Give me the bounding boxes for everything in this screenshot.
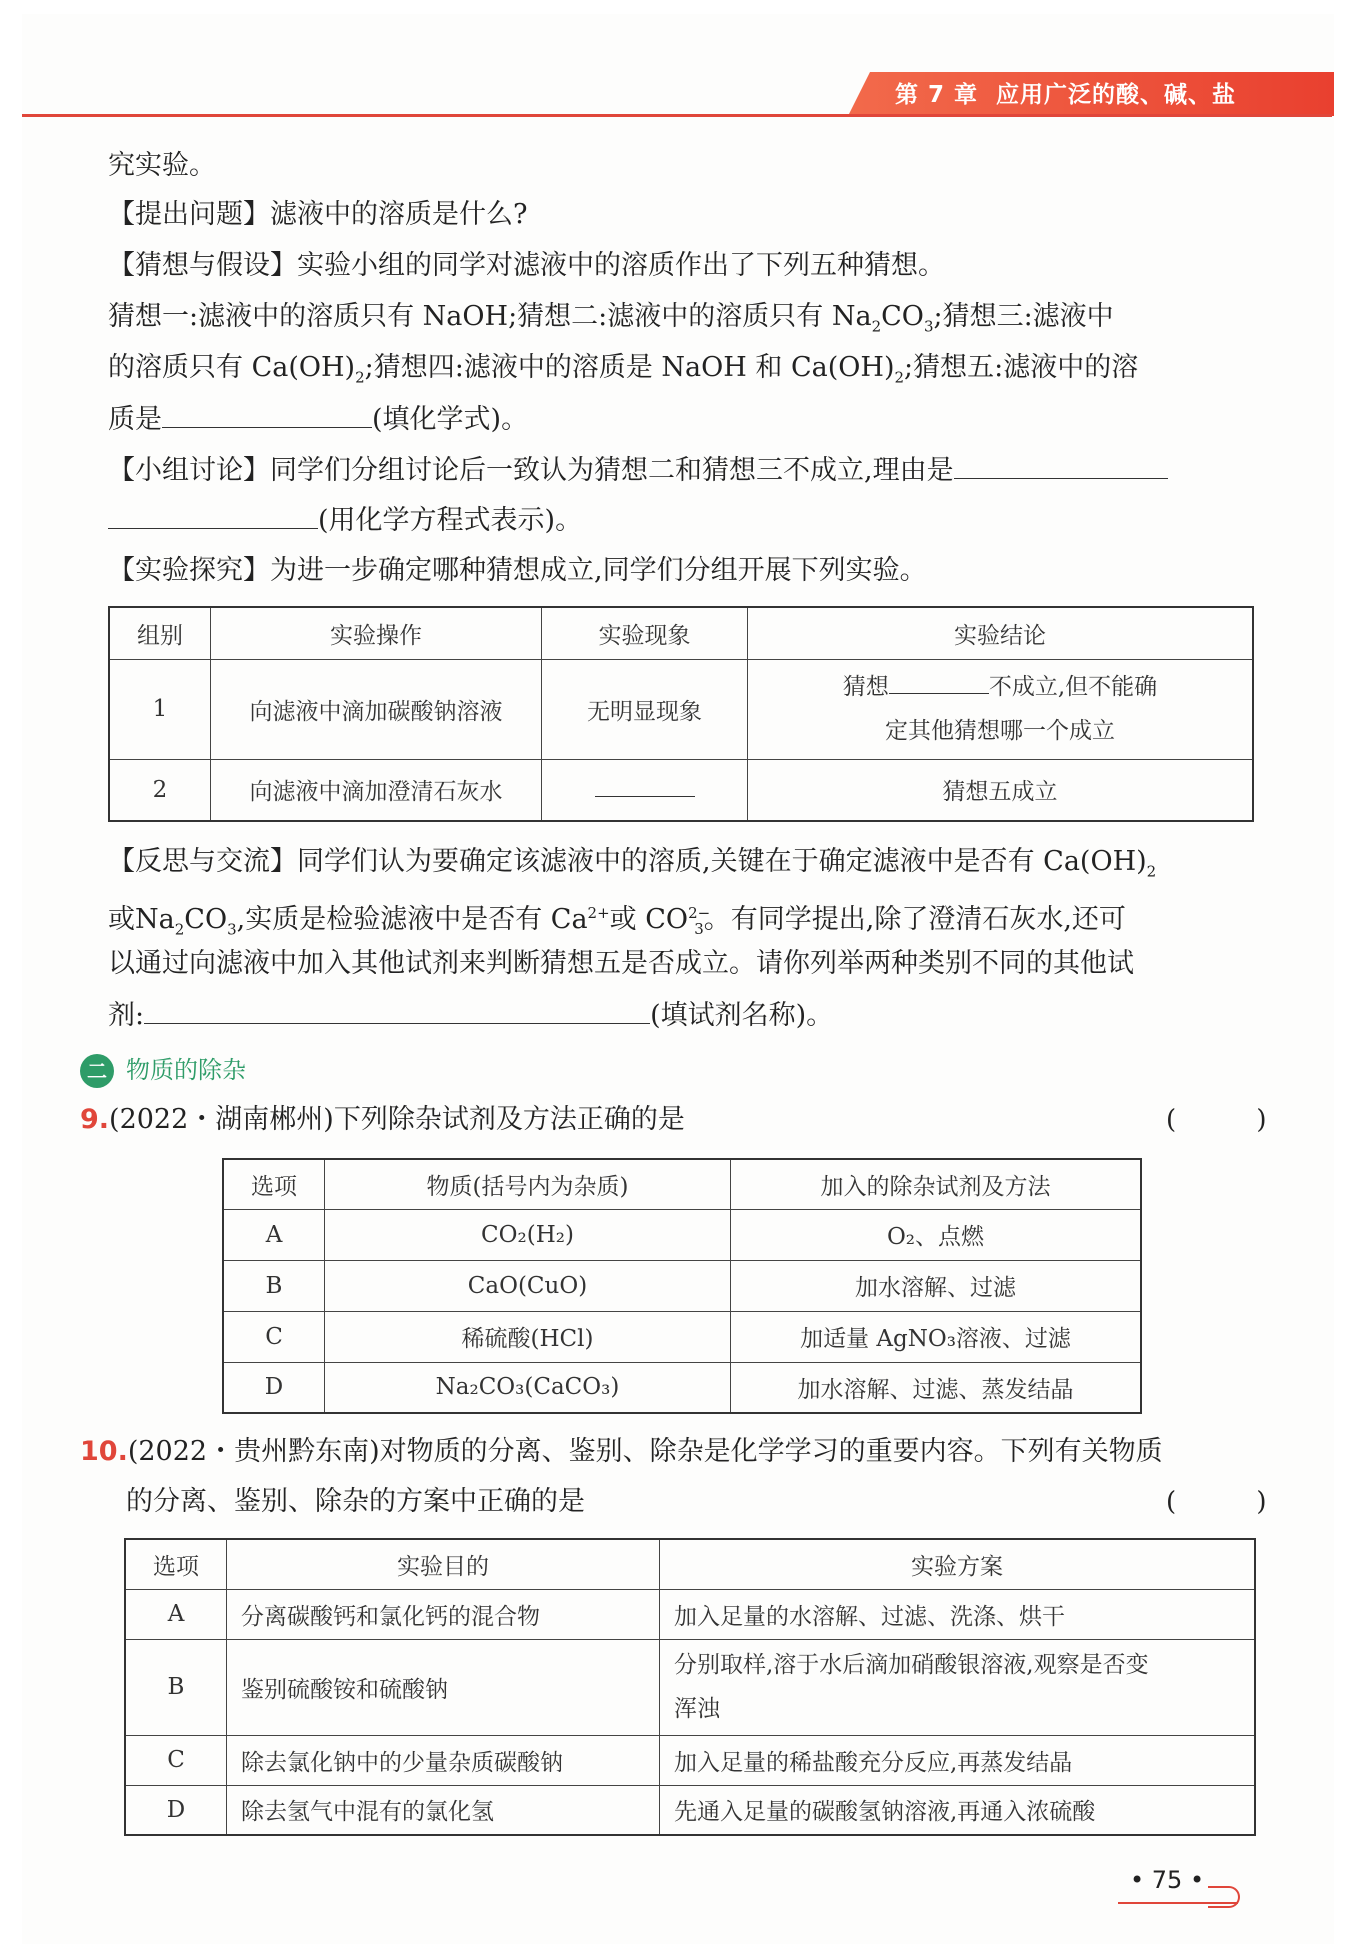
- text-span: 【小组讨论】同学们分组讨论后一致认为猜想二和猜想三不成立,理由是: [108, 455, 954, 486]
- text-span: ;猜想五:滤液中的溶: [904, 352, 1139, 383]
- table-row: [125, 1785, 1255, 1835]
- text-line: 【猜想与假设】实验小组的同学对滤液中的溶质作出了下列五种猜想。: [108, 250, 945, 281]
- text-line: 以通过向滤液中加入其他试剂来判断猜想五是否成立。请你列举两种类别不同的其他试: [108, 948, 1134, 979]
- table-cell: O₂、点燃: [731, 1209, 1142, 1260]
- text-line: 或$Na_2CO_3$,实质是检验滤液中是否有 $Ca^{2+}$或 $CO^{2-}_3$。有同学提出,除了澄清石灰水,还可: [108, 904, 1126, 939]
- text-line: [108, 500, 582, 541]
- table-cell: C: [125, 1735, 227, 1785]
- text-span: 不成立,但不能确: [988, 674, 1158, 700]
- table-row: [109, 759, 1253, 821]
- text-line: 【提出问题】滤液中的溶质是什么?: [108, 199, 528, 230]
- page-curl-icon: [1208, 1886, 1240, 1908]
- table-cell: [660, 1639, 1256, 1735]
- table-header: 选项: [125, 1539, 227, 1589]
- table-cell: 2: [109, 759, 211, 821]
- question-number: 9.: [80, 1104, 110, 1135]
- table-header: 实验操作: [211, 607, 542, 659]
- text-line: [108, 995, 833, 1036]
- table-cell: Na₂CO₃(CaCO₃): [325, 1362, 731, 1413]
- text-span: 猜想一:滤液中的溶质只有 NaOH;猜想二:滤液中的溶质只有 Na: [108, 301, 872, 332]
- table-row: [223, 1362, 1141, 1413]
- conclusion-line: [748, 665, 1252, 709]
- text-span: CO: [881, 301, 924, 332]
- table-cell: 稀硫酸(HCl): [325, 1311, 731, 1362]
- table-header: 实验方案: [660, 1539, 1256, 1589]
- q10-options-table: [124, 1538, 1256, 1836]
- plan-line: 浑浊: [674, 1696, 720, 1722]
- table-header: 加入的除杂试剂及方法: [731, 1159, 1142, 1209]
- table-row: [125, 1639, 1255, 1735]
- table-cell: CO₂(H₂): [325, 1209, 731, 1260]
- table-header: 选项: [223, 1159, 325, 1209]
- table-cell: 加入足量的稀盐酸充分反应,再蒸发结晶: [660, 1735, 1256, 1785]
- answer-parentheses[interactable]: ( ): [1166, 1487, 1303, 1517]
- answer-blank[interactable]: [144, 995, 650, 1024]
- text-line: [108, 399, 528, 440]
- text-span: (用化学方程式表示)。: [318, 505, 583, 536]
- text-span: 或 CO: [609, 904, 689, 935]
- page-number: • 75 •: [1130, 1866, 1205, 1894]
- answer-blank[interactable]: [889, 673, 989, 694]
- table-cell: 分离碳酸钙和氯化钙的混合物: [227, 1589, 660, 1639]
- table-row: [223, 1209, 1141, 1260]
- text-span: ;猜想三:滤液中: [933, 301, 1114, 332]
- table-cell: 先通入足量的碳酸氢钠溶液,再通入浓硫酸: [660, 1785, 1256, 1835]
- question-text: 的分离、鉴别、除杂的方案中正确的是: [126, 1486, 585, 1517]
- table-cell: 向滤液中滴加澄清石灰水: [211, 759, 542, 821]
- text-span: 的溶质只有 Ca(OH): [108, 352, 356, 383]
- plan-line: 分别取样,溶于水后滴加硝酸银溶液,观察是否变: [674, 1652, 1149, 1678]
- text-span: 猜想: [842, 674, 889, 700]
- question-9: [80, 1100, 685, 1140]
- question-text: (2022・湖南郴州)下列除杂试剂及方法正确的是: [109, 1104, 685, 1135]
- table-cell: 加水溶解、过滤、蒸发结晶: [731, 1362, 1142, 1413]
- text-line: 【反思与交流】同学们认为要确定该滤液中的溶质,关键在于确定滤液中是否有 $Ca(OH)_2$: [108, 846, 1157, 881]
- answer-parentheses[interactable]: ( ): [1166, 1105, 1303, 1135]
- text-span: 质是: [108, 404, 162, 435]
- table-cell: C: [223, 1311, 325, 1362]
- section-title: 物质的除杂: [126, 1056, 246, 1084]
- table-row: [125, 1735, 1255, 1785]
- table-header: 物质(括号内为杂质): [325, 1159, 731, 1209]
- table-row: [125, 1589, 1255, 1639]
- text-span: CO: [184, 904, 228, 935]
- table-cell: 加水溶解、过滤: [731, 1260, 1142, 1311]
- chapter-number: 第 7 章: [895, 82, 979, 108]
- table-header: 组别: [109, 607, 211, 659]
- table-cell: 除去氯化钠中的少量杂质碳酸钠: [227, 1735, 660, 1785]
- text-span: 【反思与交流】同学们认为要确定该滤液中的溶质,关键在于确定滤液中是否有 Ca(OH): [108, 846, 1147, 877]
- table-cell: B: [223, 1260, 325, 1311]
- table-cell: B: [125, 1639, 227, 1735]
- text-span: (填试剂名称)。: [650, 1000, 834, 1031]
- answer-blank[interactable]: [108, 500, 318, 529]
- conclusion-line: 定其他猜想哪一个成立: [885, 718, 1115, 744]
- q9-options-table: [222, 1158, 1142, 1414]
- table-cell: A: [125, 1589, 227, 1639]
- table-cell: CaO(CuO): [325, 1260, 731, 1311]
- table-cell: [748, 659, 1254, 759]
- table-cell: 1: [109, 659, 211, 759]
- chapter-title: 应用广泛的酸、碱、盐: [996, 82, 1237, 108]
- table-cell: 除去氢气中混有的氯化氢: [227, 1785, 660, 1835]
- table-header: 实验结论: [748, 607, 1254, 659]
- table-row: [223, 1260, 1141, 1311]
- text-span: 或Na: [108, 904, 175, 935]
- text-line: 究实验。: [108, 150, 216, 181]
- section-number-icon: 二: [80, 1054, 114, 1088]
- header-rule: [22, 114, 1332, 117]
- text-span: (填化学式)。: [372, 404, 529, 435]
- answer-blank[interactable]: [954, 450, 1168, 479]
- table-cell: A: [223, 1209, 325, 1260]
- text-span: 剂:: [108, 1000, 145, 1031]
- table-cell: 鉴别硫酸铵和硫酸钠: [227, 1639, 660, 1735]
- text-span: 。有同学提出,除了澄清石灰水,还可: [703, 904, 1126, 935]
- table-row: [109, 659, 1253, 759]
- chapter-header: [895, 76, 1254, 114]
- question-number: 10.: [80, 1436, 128, 1467]
- text-span: ,实质是检验滤液中是否有 Ca: [236, 904, 588, 935]
- text-line: 的溶质只有 $Ca(OH)_2$;猜想四:滤液中的溶质是 NaOH 和 $Ca(OH)_2$;猜想五:滤液中的溶: [108, 352, 1139, 387]
- table-header: 实验现象: [542, 607, 748, 659]
- text-span: ;猜想四:滤液中的溶质是 NaOH 和 Ca(OH): [364, 352, 895, 383]
- answer-blank[interactable]: [595, 776, 695, 797]
- question-10: [80, 1432, 1163, 1472]
- answer-blank[interactable]: [162, 399, 372, 428]
- table-cell: D: [223, 1362, 325, 1413]
- question-text: (2022・贵州黔东南)对物质的分离、鉴别、除杂是化学学习的重要内容。下列有关物质: [127, 1436, 1163, 1467]
- text-line: 【实验探究】为进一步确定哪种猜想成立,同学们分组开展下列实验。: [108, 555, 927, 586]
- text-line: [108, 450, 1168, 491]
- table-header: 实验目的: [227, 1539, 660, 1589]
- table-cell: 无明显现象: [542, 659, 748, 759]
- table-cell: D: [125, 1785, 227, 1835]
- table-cell: 加入足量的水溶解、过滤、洗涤、烘干: [660, 1589, 1256, 1639]
- experiment-table: [108, 606, 1254, 822]
- table-cell: [542, 759, 748, 821]
- table-row: [223, 1311, 1141, 1362]
- text-line: 猜想一:滤液中的溶质只有 NaOH;猜想二:滤液中的溶质只有 $Na_2CO_3$;猜想三:滤液中: [108, 301, 1114, 336]
- table-cell: 猜想五成立: [748, 759, 1254, 821]
- table-cell: 加适量 AgNO₃溶液、过滤: [731, 1311, 1142, 1362]
- table-cell: 向滤液中滴加碳酸钠溶液: [211, 659, 542, 759]
